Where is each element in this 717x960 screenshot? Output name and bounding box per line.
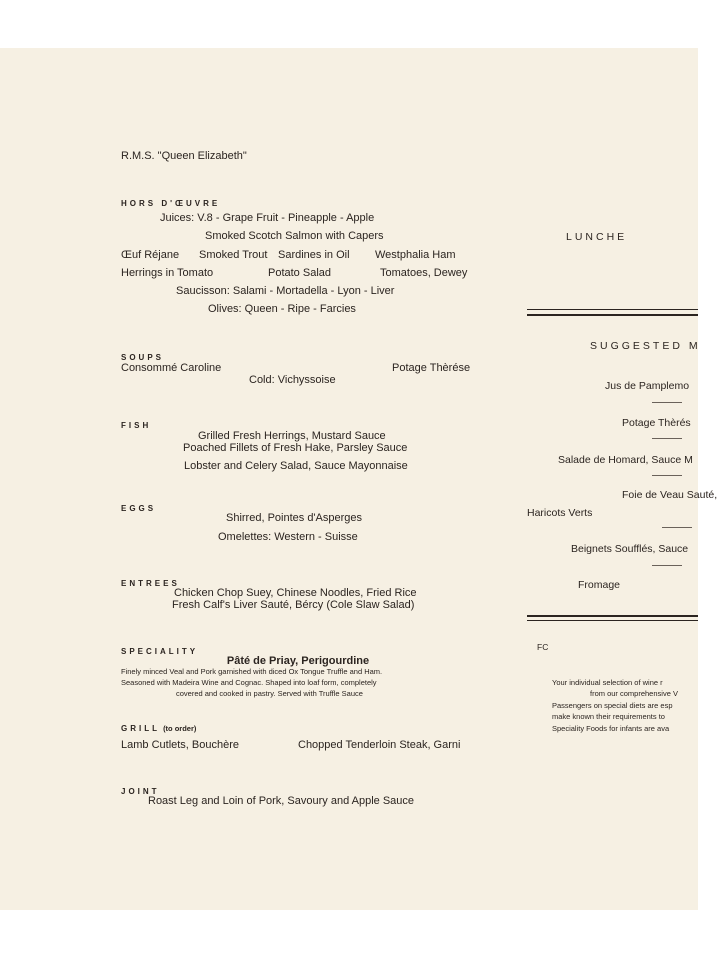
soup-item: Consommé Caroline [121,362,222,374]
suggested-heading: SUGGESTED M [590,340,701,352]
entrees-heading: ENTREES [121,579,180,588]
fish-item: Grilled Fresh Herrings, Mustard Sauce [198,430,386,442]
speciality-desc: Finely minced Veal and Pork garnished with diced Ox Tongue Truffle and Ham. [121,667,383,676]
luncheon-title: LUNCHE [566,231,628,243]
grill-item: Chopped Tenderloin Steak, Garni [298,739,461,751]
hors-item: Tomatoes, Dewey [380,267,468,279]
joint-heading: JOINT [121,787,160,796]
footer-note: from our comprehensive V [590,689,678,698]
joint-item: Roast Leg and Loin of Pork, Savoury and Apple Sauce [148,795,415,807]
hors-item: Herrings in Tomato [121,267,214,279]
footer-note: make known their requirements to [552,712,665,721]
fish-item: Lobster and Celery Salad, Sauce Mayonnaise [184,460,408,472]
bottom-rule-thick [527,615,698,617]
speciality-heading: SPECIALITY [121,647,199,656]
soups-heading: SOUPS [121,353,165,362]
menu-code: FC [537,642,549,652]
item-divider [652,438,682,439]
salmon-line: Smoked Scotch Salmon with Capers [205,230,384,242]
suggested-item: Haricots Verts [527,507,593,519]
hors-item: Sardines in Oil [278,249,350,261]
juices-line: Juices: V.8 - Grape Fruit - Pineapple - Apple [160,212,375,224]
hors-item: Potato Salad [268,267,331,279]
fish-heading: FISH [121,421,152,430]
grill-heading: GRILL [121,724,160,733]
eggs-item: Shirred, Pointes d'Asperges [226,512,363,524]
footer-note: Your individual selection of wine r [552,678,663,687]
grill-item: Lamb Cutlets, Bouchère [121,739,240,751]
footer-note: Passengers on special diets are esp [552,701,673,710]
menu-paper [0,48,698,910]
soup-item: Cold: Vichyssoise [249,374,336,386]
speciality-title: Pâté de Priay, Perigourdine [226,655,370,667]
fish-item: Poached Fillets of Fresh Hake, Parsley Sauce [183,442,408,454]
item-divider [652,565,682,566]
saucisson-line: Saucisson: Salami - Mortadella - Lyon - Liver [176,285,395,297]
speciality-desc: covered and cooked in pastry. Served with Truffle Sauce [176,689,363,698]
hors-item: Smoked Trout [199,249,268,261]
suggested-item: Beignets Soufflés, Sauce [571,543,689,555]
suggested-item: Jus de Pamplemo [605,380,690,392]
top-rule [527,309,698,310]
eggs-heading: EGGS [121,504,157,513]
suggested-item: Foie de Veau Sauté, [622,489,717,501]
speciality-desc: Seasoned with Madeira Wine and Cognac. Shaped into loaf form, completely [121,678,377,687]
entree-item: Fresh Calf's Liver Sauté, Bércy (Cole Slaw Salad) [172,599,415,611]
soup-item: Potage Thèrése [392,362,471,374]
grill-heading-wrap [121,722,196,735]
bottom-rule [527,620,698,621]
olives-line: Olives: Queen - Ripe - Farcies [208,303,356,315]
ship-name: R.M.S. "Queen Elizabeth" [121,150,247,162]
entree-item: Chicken Chop Suey, Chinese Noodles, Fried Rice [174,587,417,599]
hors-doeuvre-heading: HORS D'ŒUVRE [121,199,221,208]
eggs-item: Omelettes: Western - Suisse [218,531,358,543]
footer-note: Speciality Foods for infants are ava [552,724,670,733]
suggested-item: Potage Thèrés [622,417,691,429]
suggested-item: Fromage [578,579,621,591]
hors-item: Westphalia Ham [375,249,456,261]
suggested-item: Salade de Homard, Sauce M [558,454,693,466]
item-divider [652,475,682,476]
item-divider [652,402,682,403]
hors-item: Œuf Réjane [121,249,180,261]
item-divider [662,527,692,528]
top-rule-thick [527,314,698,316]
grill-note: (to order) [163,724,197,733]
